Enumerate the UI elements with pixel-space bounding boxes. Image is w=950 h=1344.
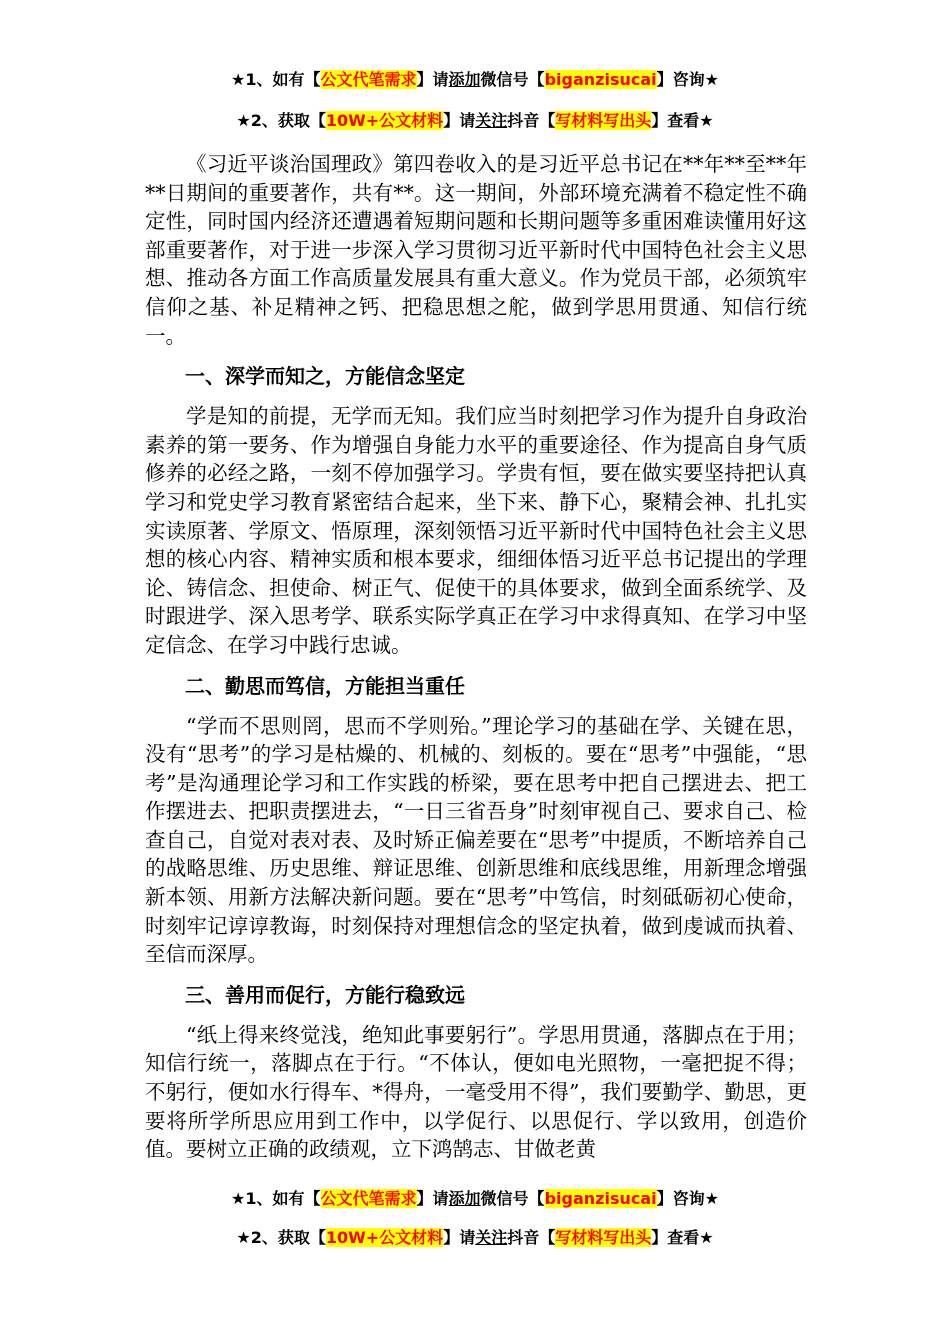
banner-highlight: 写材料写出头 bbox=[555, 111, 652, 130]
banner-highlight: 公文代笔需求 bbox=[320, 70, 417, 89]
banner-text: 】查看★ bbox=[651, 1228, 714, 1247]
banner-underlined: 关注 bbox=[475, 1228, 508, 1247]
banner-highlight: 公文代笔需求 bbox=[320, 1189, 417, 1208]
banner-text: ★2、获取【 bbox=[236, 1228, 326, 1247]
banner-text: 】查看★ bbox=[651, 111, 714, 130]
banner-text: ★2、获取【 bbox=[236, 111, 326, 130]
section-2-paragraph: “学而不思则罔，思而不学则殆。”理论学习的基础在学、关键在思，没有“思考”的学习是枯燥的、机械的、刻板的。要在“思考”中强能，“思考”是沟通理论学习和工作实践的桥梁，要在思考中把自己摆进去、把工作摆进去、把职责摆进去，“一日三省吾身”时刻审视自己、要求自己、检查自己，自觉对表对表、及时矫正偏差要在“思考”中提质，不断培养自己的战略思维、历史思维、辩证思维、创新思维和底线思维，用新理念增强新本领、用新方法解决新问题。要在“思考”中笃信，时刻砥砺初心使命，时刻牢记谆谆教诲，时刻保持对理想信念的坚定执着，做到虔诚而执着、至信而深厚。 bbox=[145, 713, 807, 967]
banner-underlined: 添加 bbox=[448, 1189, 481, 1208]
banner-highlight: 10W+公文材料 bbox=[325, 1228, 444, 1247]
section-2-heading: 二、勤思而笃信，方能担当重任 bbox=[185, 673, 465, 698]
banner-text: 】请 bbox=[443, 1228, 476, 1247]
banner-text: 微信号【 bbox=[480, 70, 545, 89]
banner-underlined: 添加 bbox=[448, 70, 481, 89]
banner-text: 抖音【 bbox=[507, 1228, 556, 1247]
banner-text: 】请 bbox=[416, 70, 449, 89]
section-1-heading: 一、深学而知之，方能信念坚定 bbox=[185, 364, 465, 389]
header-banner-line-2 bbox=[0, 109, 950, 133]
banner-highlight: 10W+公文材料 bbox=[325, 111, 444, 130]
banner-text: 】咨询★ bbox=[656, 70, 719, 89]
banner-text: 】请 bbox=[443, 111, 476, 130]
banner-text: 】请 bbox=[416, 1189, 449, 1208]
section-3-heading: 三、善用而促行，方能行稳致远 bbox=[185, 982, 465, 1007]
banner-text: ★1、如有【 bbox=[231, 1189, 321, 1208]
banner-text: ★1、如有【 bbox=[231, 70, 321, 89]
banner-underlined: 关注 bbox=[475, 111, 508, 130]
banner-highlight: 写材料写出头 bbox=[555, 1228, 652, 1247]
section-1-paragraph: 学是知的前提，无学而无知。我们应当时刻把学习作为提升自身政治素养的第一要务、作为增强自身能力水平的重要途径、作为提高自身气质修养的必经之路，一刻不停加强学习。学贵有恒，要在做实要坚持把认真学习和党史学习教育紧密结合起来，坐下来、静下心，聚精会神、扎扎实实读原著、学原文、悟原理，深刻领悟习近平新时代中国特色社会主义思想的核心内容、精神实质和根本要求，细细体悟习近平总书记提出的学理论、铸信念、担使命、树正气、促使干的具体要求，做到全面系统学、及时跟进学、深入思考学、联系实际学真正在学习中求得真知、在学习中坚定信念、在学习中践行忠诚。 bbox=[145, 404, 807, 657]
document-body bbox=[145, 150, 807, 1164]
banner-highlight: biganzisucai bbox=[544, 1189, 657, 1208]
footer-banner-line-1 bbox=[0, 1187, 950, 1211]
intro-paragraph: 《习近平谈治国理政》第四卷收入的是习近平总书记在**年**至**年**日期间的重要著作，共有**。这一期间，外部环境充满着不稳定性不确定性，同时国内经济还遭遇着短期问题和长期问题等多重困难读懂用好这部重要著作，对于进一步深入学习贯彻习近平新时代中国特色社会主义思想、推动各方面工作高质量发展具有重大意义。作为党员干部，必须筑牢信仰之基、补足精神之钙、把稳思想之舵，做到学思用贯通、知信行统一。 bbox=[145, 152, 807, 348]
header-banner-line-1 bbox=[0, 68, 950, 92]
banner-highlight: biganzisucai bbox=[544, 70, 657, 89]
footer-banner-line-2 bbox=[0, 1226, 950, 1250]
banner-text: 抖音【 bbox=[507, 111, 556, 130]
banner-text: 微信号【 bbox=[480, 1189, 545, 1208]
banner-text: 】咨询★ bbox=[656, 1189, 719, 1208]
section-3-paragraph: “纸上得来终觉浅，绝知此事要躬行”。学思用贯通，落脚点在于用；知信行统一，落脚点在于行。“不体认，便如电光照物，一毫把捉不得；不躬行，便如水行得车、*得舟，一毫受用不得”，我们要勤学、勤思，更要将所学所思应用到工作中，以学促行、以思促行、学以致用，创造价值。要树立正确的政绩观，立下鸿鹄志、甘做老黄 bbox=[145, 1022, 807, 1162]
